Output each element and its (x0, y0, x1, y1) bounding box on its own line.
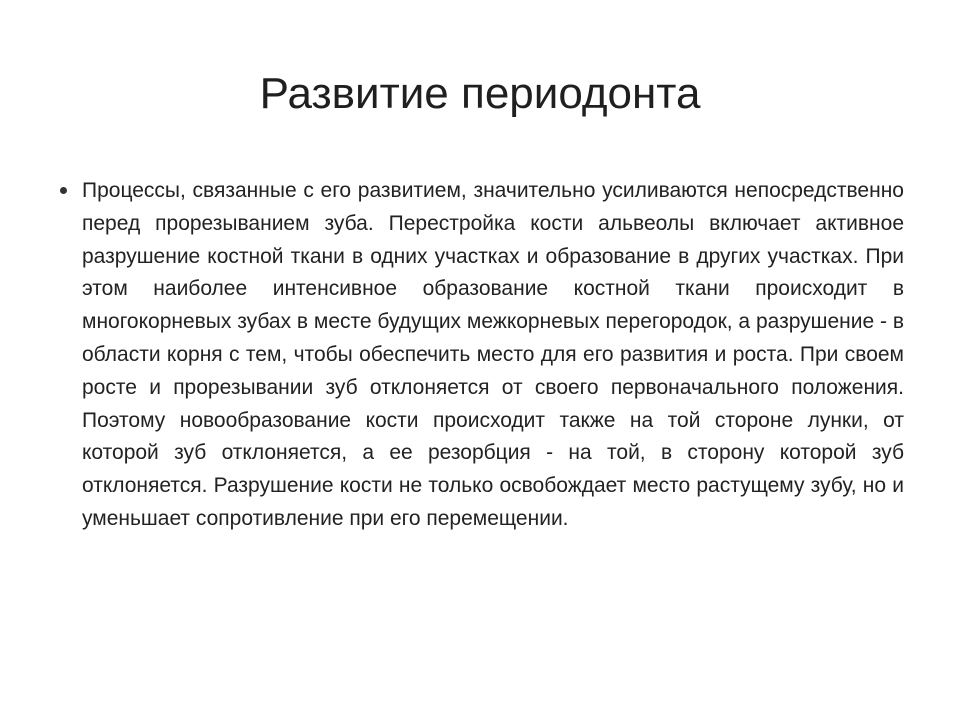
bullet-list (58, 175, 904, 536)
slide-title: Развитие периодонта (259, 69, 701, 118)
bullet-point-icon (60, 187, 67, 194)
bullet-text: Процессы, связанные с его развитием, значительно усиливаются непосредственно перед прорезыванием зуба. Перестройка кости альвеолы включает активное разрушение костной ткани в одних участках и образование в других участках. При этом наиболее интенсивное образование костной ткани происходит в многокорневых зубах в месте будущих межкорневых перегородок, а разрушение - в области корня с тем, чтобы обеспечить место для его развития и роста. При своем росте и прорезывании зуб отклоняется от своего первоначального положения. Поэтому новообразование кости происходит также на той стороне лунки, от которой зуб отклоняется, а ее резорбция - на той, в сторону которой зуб отклоняется. Разрушение кости не только освобождает место растущему зубу, но и уменьшает сопротивление при его перемещении. (82, 179, 904, 530)
slide-content (58, 175, 904, 536)
bullet-item (58, 175, 904, 536)
